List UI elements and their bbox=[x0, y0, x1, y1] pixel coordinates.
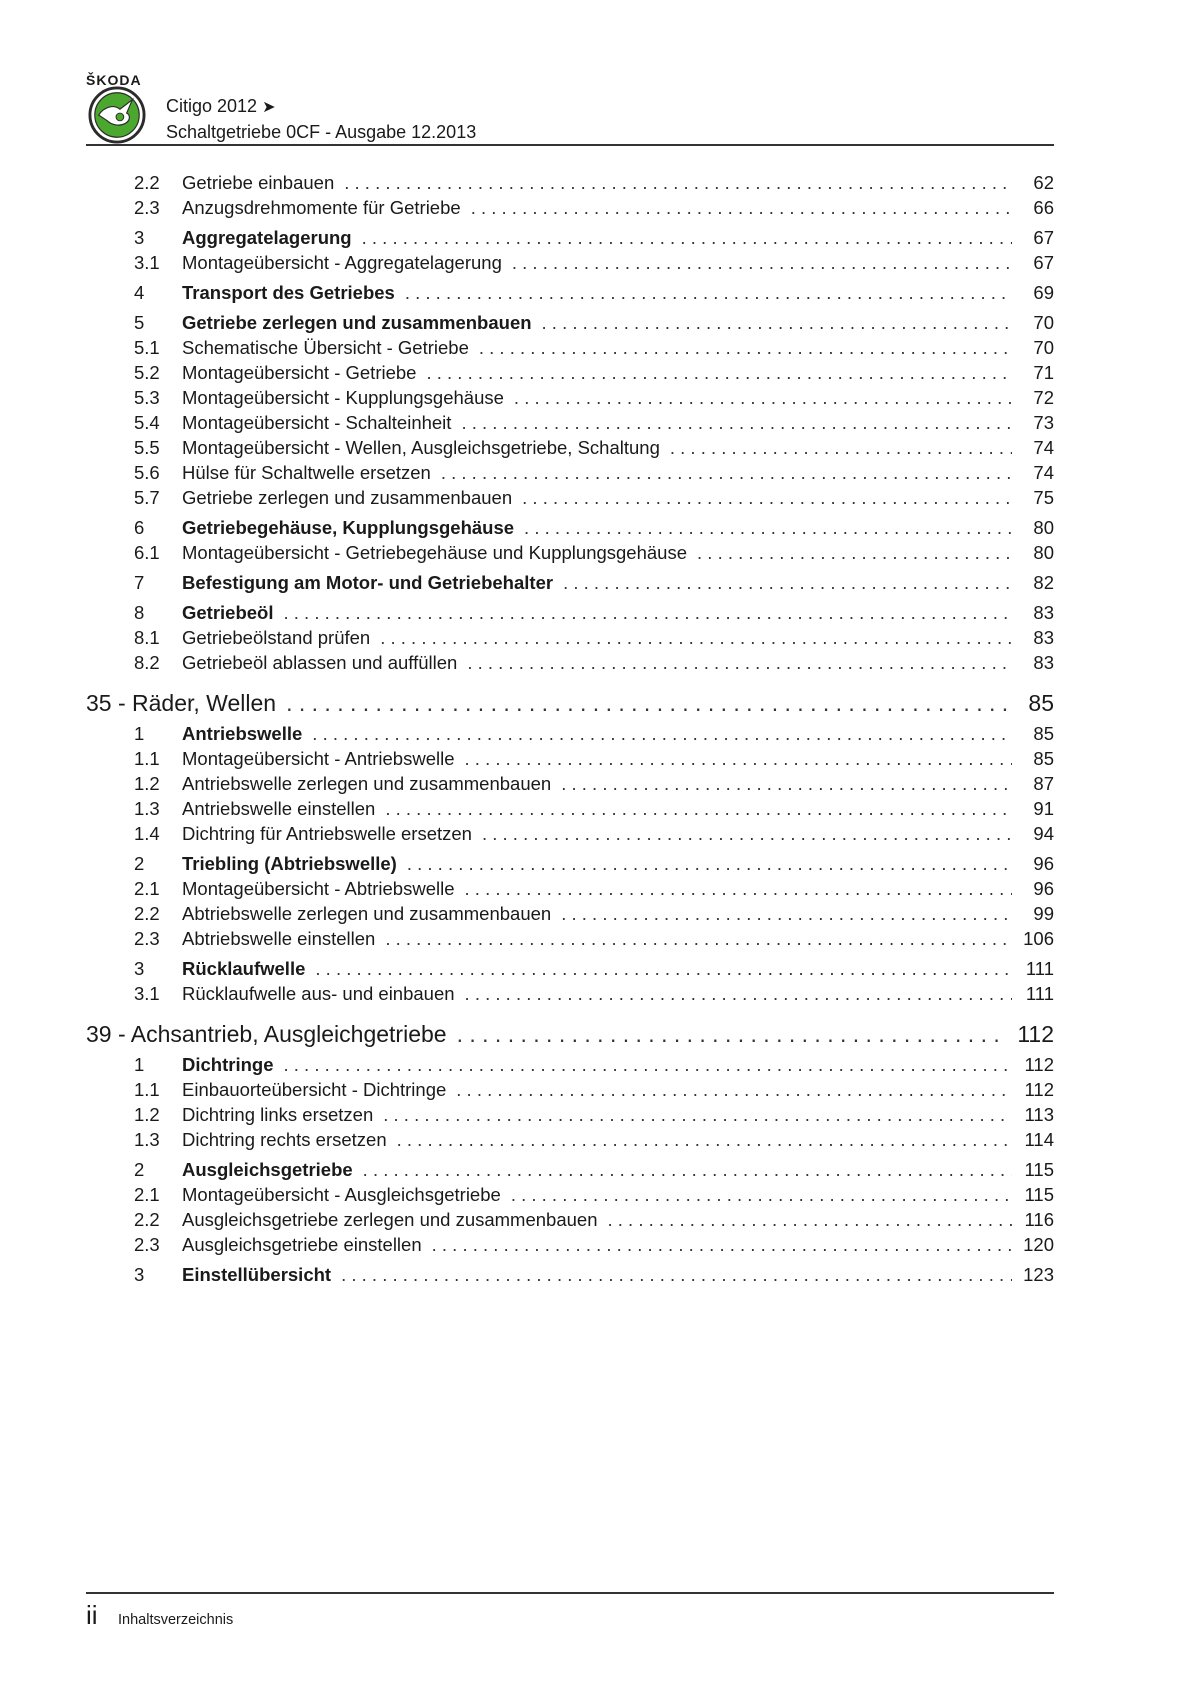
toc-entry-page: 114 bbox=[1024, 1129, 1054, 1150]
toc-entry-page: 96 bbox=[1033, 853, 1054, 874]
model-title bbox=[166, 96, 276, 117]
table-of-contents bbox=[86, 170, 1054, 1287]
toc-entry-page: 85 bbox=[1028, 690, 1054, 716]
toc-entry[interactable] bbox=[86, 625, 1054, 650]
toc-entry-title: Montageübersicht - Wellen, Ausgleichsgetriebe, Schaltung bbox=[182, 437, 660, 458]
toc-dot-leader bbox=[407, 851, 1012, 876]
toc-entry-number: 5.3 bbox=[134, 387, 160, 408]
toc-entry-number: 2 bbox=[134, 853, 145, 874]
toc-dot-leader bbox=[561, 771, 1012, 796]
toc-entry-title: Getriebeöl ablassen und auffüllen bbox=[182, 652, 458, 673]
toc-entry-number: 1 bbox=[134, 723, 145, 744]
toc-entry-page: 94 bbox=[1033, 823, 1054, 844]
toc-entry-number: 2.3 bbox=[134, 197, 160, 218]
toc-entry-title: Schematische Übersicht - Getriebe bbox=[182, 337, 469, 358]
toc-entry-page: 82 bbox=[1033, 572, 1054, 593]
toc-entry-page: 83 bbox=[1033, 652, 1054, 673]
toc-chapter-entry[interactable] bbox=[86, 687, 1054, 719]
toc-entry[interactable] bbox=[86, 570, 1054, 595]
toc-entry-page: 87 bbox=[1033, 773, 1054, 794]
toc-entry-page: 91 bbox=[1033, 798, 1054, 819]
toc-dot-leader bbox=[385, 926, 1012, 951]
toc-dot-leader bbox=[670, 435, 1012, 460]
toc-entry-number: 3 bbox=[134, 958, 145, 979]
toc-dot-leader bbox=[432, 1232, 1012, 1257]
toc-entry[interactable] bbox=[86, 956, 1054, 981]
toc-entry-number: 2.3 bbox=[134, 1234, 160, 1255]
toc-dot-leader bbox=[362, 225, 1012, 250]
toc-entry-title: Ausgleichsgetriebe bbox=[182, 1159, 353, 1180]
toc-entry[interactable] bbox=[86, 796, 1054, 821]
toc-entry-number: 4 bbox=[134, 282, 145, 303]
toc-entry-title: 39 - Achsantrieb, Ausgleichgetriebe bbox=[86, 1021, 447, 1047]
toc-dot-leader bbox=[465, 981, 1012, 1006]
toc-entry-number: 1.2 bbox=[134, 1104, 160, 1125]
toc-dot-leader bbox=[479, 335, 1012, 360]
toc-entry[interactable] bbox=[86, 746, 1054, 771]
toc-entry-title: Montageübersicht - Kupplungsgehäuse bbox=[182, 387, 504, 408]
toc-entry[interactable] bbox=[86, 515, 1054, 540]
toc-entry-page: 70 bbox=[1033, 337, 1054, 358]
toc-dot-leader bbox=[482, 821, 1012, 846]
toc-dot-leader bbox=[461, 410, 1012, 435]
toc-entry-title: Montageübersicht - Abtriebswelle bbox=[182, 878, 455, 899]
toc-entry-number: 3 bbox=[134, 1264, 145, 1285]
toc-dot-leader bbox=[383, 1102, 1012, 1127]
toc-entry[interactable] bbox=[86, 310, 1054, 335]
toc-entry[interactable] bbox=[86, 385, 1054, 410]
toc-entry-title: Einstellübersicht bbox=[182, 1264, 332, 1285]
toc-dot-leader bbox=[385, 796, 1012, 821]
toc-entry-page: 75 bbox=[1033, 487, 1054, 508]
toc-entry-number: 6 bbox=[134, 517, 145, 538]
toc-entry[interactable] bbox=[86, 435, 1054, 460]
toc-dot-leader bbox=[283, 1052, 1012, 1077]
toc-entry-title: Antriebswelle zerlegen und zusammenbauen bbox=[182, 773, 552, 794]
toc-entry-title: 35 - Räder, Wellen bbox=[86, 690, 277, 716]
toc-entry-title: Montageübersicht - Getriebegehäuse und Kupplungsgehäuse bbox=[182, 542, 688, 563]
model-name: Citigo 2012 bbox=[166, 96, 258, 116]
toc-entry-title: Transport des Getriebes bbox=[182, 282, 395, 303]
toc-dot-leader bbox=[512, 250, 1012, 275]
toc-entry-title: Befestigung am Motor- und Getriebehalter bbox=[182, 572, 554, 593]
toc-entry-page: 67 bbox=[1033, 252, 1054, 273]
toc-entry-page: 99 bbox=[1033, 903, 1054, 924]
toc-entry[interactable] bbox=[86, 410, 1054, 435]
toc-dot-leader bbox=[522, 485, 1012, 510]
toc-entry[interactable] bbox=[86, 195, 1054, 220]
toc-entry-page: 71 bbox=[1033, 362, 1054, 383]
toc-entry[interactable] bbox=[86, 280, 1054, 305]
skoda-logo-icon bbox=[88, 86, 146, 144]
toc-entry-page: 111 bbox=[1025, 983, 1054, 1004]
toc-entry[interactable] bbox=[86, 335, 1054, 360]
toc-entry-title: Montageübersicht - Ausgleichsgetriebe bbox=[182, 1184, 501, 1205]
toc-entry-page: 69 bbox=[1033, 282, 1054, 303]
toc-dot-leader bbox=[441, 460, 1012, 485]
toc-entry-page: 85 bbox=[1033, 723, 1054, 744]
toc-entry-title: Montageübersicht - Antriebswelle bbox=[182, 748, 455, 769]
toc-entry-number: 7 bbox=[134, 572, 145, 593]
toc-entry-number: 1.3 bbox=[134, 1129, 160, 1150]
toc-entry-page: 74 bbox=[1033, 462, 1054, 483]
toc-entry-page: 112 bbox=[1017, 1021, 1054, 1047]
toc-entry-page: 80 bbox=[1033, 542, 1054, 563]
toc-entry-number: 2.2 bbox=[134, 172, 160, 193]
toc-entry-title: Dichtring für Antriebswelle ersetzen bbox=[182, 823, 472, 844]
toc-dot-leader bbox=[471, 195, 1012, 220]
toc-dot-leader bbox=[315, 956, 1012, 981]
footer-label: Inhaltsverzeichnis bbox=[118, 1612, 234, 1628]
toc-entry-page: 123 bbox=[1023, 1264, 1054, 1285]
toc-entry-title: Dichtring links ersetzen bbox=[182, 1104, 374, 1125]
toc-entry[interactable] bbox=[86, 821, 1054, 846]
toc-entry-title: Montageübersicht - Getriebe bbox=[182, 362, 417, 383]
toc-entry[interactable] bbox=[86, 771, 1054, 796]
toc-entry-title: Abtriebswelle zerlegen und zusammenbauen bbox=[182, 903, 552, 924]
toc-entry-number: 2 bbox=[134, 1159, 145, 1180]
toc-entry-number: 1.2 bbox=[134, 773, 160, 794]
toc-entry-title: Getriebe zerlegen und zusammenbauen bbox=[182, 487, 513, 508]
toc-entry[interactable] bbox=[86, 981, 1054, 1006]
toc-dot-leader bbox=[563, 570, 1012, 595]
toc-entry-title: Getriebe einbauen bbox=[182, 172, 335, 193]
toc-entry-title: Antriebswelle bbox=[182, 723, 303, 744]
toc-entry-number: 6.1 bbox=[134, 542, 160, 563]
toc-entry[interactable] bbox=[86, 1077, 1054, 1102]
toc-entry-number: 5.7 bbox=[134, 487, 160, 508]
toc-entry[interactable] bbox=[86, 460, 1054, 485]
toc-entry[interactable] bbox=[86, 1127, 1054, 1152]
toc-entry[interactable] bbox=[86, 650, 1054, 675]
model-arrow-icon: ➤ bbox=[262, 99, 276, 116]
toc-entry-number: 1.1 bbox=[134, 1079, 160, 1100]
toc-entry[interactable] bbox=[86, 1157, 1054, 1182]
toc-dot-leader bbox=[542, 310, 1012, 335]
toc-entry-title: Getriebeöl bbox=[182, 602, 274, 623]
toc-entry[interactable] bbox=[86, 1232, 1054, 1257]
toc-dot-leader bbox=[608, 1207, 1013, 1232]
toc-entry-number: 2.3 bbox=[134, 928, 160, 949]
toc-entry-title: Dichtringe bbox=[182, 1054, 274, 1075]
toc-entry[interactable] bbox=[86, 250, 1054, 275]
toc-entry-number: 3.1 bbox=[134, 983, 160, 1004]
toc-dot-leader bbox=[697, 540, 1012, 565]
toc-entry[interactable] bbox=[86, 1207, 1054, 1232]
toc-entry-number: 2.1 bbox=[134, 878, 160, 899]
toc-dot-leader bbox=[284, 600, 1013, 625]
toc-dot-leader bbox=[465, 746, 1012, 771]
toc-entry-number: 2.1 bbox=[134, 1184, 160, 1205]
toc-entry-number: 5.4 bbox=[134, 412, 160, 433]
toc-entry-number: 5.2 bbox=[134, 362, 160, 383]
toc-entry-number: 1 bbox=[134, 1054, 145, 1075]
toc-entry-title: Getriebe zerlegen und zusammenbauen bbox=[182, 312, 532, 333]
toc-dot-leader bbox=[457, 1018, 1008, 1050]
toc-dot-leader bbox=[341, 1262, 1012, 1287]
toc-entry-page: 80 bbox=[1033, 517, 1054, 538]
toc-entry-number: 8.2 bbox=[134, 652, 160, 673]
toc-entry-title: Getriebegehäuse, Kupplungsgehäuse bbox=[182, 517, 515, 538]
toc-entry-title: Ausgleichsgetriebe zerlegen und zusammenbauen bbox=[182, 1209, 598, 1230]
toc-entry-title: Getriebeölstand prüfen bbox=[182, 627, 371, 648]
toc-entry-page: 113 bbox=[1024, 1104, 1054, 1125]
toc-entry-page: 70 bbox=[1033, 312, 1054, 333]
toc-dot-leader bbox=[363, 1157, 1012, 1182]
toc-dot-leader bbox=[467, 650, 1012, 675]
toc-entry-number: 2.2 bbox=[134, 1209, 160, 1230]
toc-entry-page: 66 bbox=[1033, 197, 1054, 218]
toc-entry-title: Montageübersicht - Aggregatelagerung bbox=[182, 252, 502, 273]
toc-entry-number: 5.5 bbox=[134, 437, 160, 458]
toc-dot-leader bbox=[511, 1182, 1012, 1207]
toc-dot-leader bbox=[344, 170, 1012, 195]
toc-entry-title: Einbauorteübersicht - Dichtringe bbox=[182, 1079, 447, 1100]
toc-dot-leader bbox=[312, 721, 1012, 746]
edition-title: Schaltgetriebe 0CF - Ausgabe 12.2013 bbox=[166, 122, 477, 142]
toc-entry-number: 8.1 bbox=[134, 627, 160, 648]
toc-entry-number: 5.1 bbox=[134, 337, 160, 358]
toc-entry[interactable] bbox=[86, 225, 1054, 250]
toc-dot-leader bbox=[524, 515, 1012, 540]
toc-entry-number: 1.4 bbox=[134, 823, 160, 844]
toc-entry-page: 115 bbox=[1024, 1159, 1054, 1180]
toc-dot-leader bbox=[514, 385, 1012, 410]
toc-entry-title: Triebling (Abtriebswelle) bbox=[182, 853, 397, 874]
toc-entry-title: Hülse für Schaltwelle ersetzen bbox=[182, 462, 431, 483]
toc-entry-page: 72 bbox=[1033, 387, 1054, 408]
footer-divider bbox=[86, 1592, 1054, 1594]
toc-entry-title: Antriebswelle einstellen bbox=[182, 798, 376, 819]
toc-entry-title: Dichtring rechts ersetzen bbox=[182, 1129, 387, 1150]
toc-entry[interactable] bbox=[86, 540, 1054, 565]
toc-entry[interactable] bbox=[86, 170, 1054, 195]
toc-entry[interactable] bbox=[86, 901, 1054, 926]
toc-entry-number: 8 bbox=[134, 602, 145, 623]
toc-entry-number: 5.6 bbox=[134, 462, 160, 483]
toc-entry[interactable] bbox=[86, 721, 1054, 746]
toc-entry-title: Aggregatelagerung bbox=[182, 227, 352, 248]
toc-entry[interactable] bbox=[86, 600, 1054, 625]
toc-dot-leader bbox=[397, 1127, 1012, 1152]
toc-entry[interactable] bbox=[86, 485, 1054, 510]
toc-entry-page: 74 bbox=[1033, 437, 1054, 458]
toc-entry[interactable] bbox=[86, 360, 1054, 385]
toc-entry[interactable] bbox=[86, 876, 1054, 901]
toc-entry-page: 62 bbox=[1033, 172, 1054, 193]
toc-entry-page: 83 bbox=[1033, 627, 1054, 648]
toc-entry-page: 112 bbox=[1024, 1079, 1054, 1100]
toc-entry[interactable] bbox=[86, 1262, 1054, 1287]
toc-entry[interactable] bbox=[86, 926, 1054, 951]
toc-entry-page: 112 bbox=[1024, 1054, 1054, 1075]
toc-dot-leader bbox=[426, 360, 1012, 385]
toc-dot-leader bbox=[561, 901, 1012, 926]
toc-entry-title: Anzugsdrehmomente für Getriebe bbox=[182, 197, 461, 218]
toc-dot-leader bbox=[380, 625, 1012, 650]
toc-entry-page: 116 bbox=[1024, 1209, 1054, 1230]
toc-entry-page: 115 bbox=[1024, 1184, 1054, 1205]
toc-entry-title: Rücklaufwelle aus- und einbauen bbox=[182, 983, 455, 1004]
toc-entry-number: 1.1 bbox=[134, 748, 160, 769]
toc-entry-page: 120 bbox=[1023, 1234, 1054, 1255]
toc-entry-number: 3.1 bbox=[134, 252, 160, 273]
toc-dot-leader bbox=[405, 280, 1012, 305]
toc-entry[interactable] bbox=[86, 851, 1054, 876]
toc-entry[interactable] bbox=[86, 1102, 1054, 1127]
toc-entry-page: 96 bbox=[1033, 878, 1054, 899]
toc-entry-number: 5 bbox=[134, 312, 145, 333]
toc-entry-number: 3 bbox=[134, 227, 145, 248]
toc-entry[interactable] bbox=[86, 1182, 1054, 1207]
toc-entry-page: 67 bbox=[1033, 227, 1054, 248]
toc-entry-page: 106 bbox=[1023, 928, 1054, 949]
toc-chapter-entry[interactable] bbox=[86, 1018, 1054, 1050]
toc-dot-leader bbox=[286, 687, 1008, 719]
toc-entry-page: 111 bbox=[1025, 958, 1054, 979]
brand-wordmark: ŠKODA bbox=[86, 72, 142, 88]
toc-entry-title: Abtriebswelle einstellen bbox=[182, 928, 376, 949]
toc-entry-page: 73 bbox=[1033, 412, 1054, 433]
footer-page-number: ii bbox=[86, 1600, 98, 1630]
toc-entry[interactable] bbox=[86, 1052, 1054, 1077]
toc-entry-page: 85 bbox=[1033, 748, 1054, 769]
toc-entry-title: Rücklaufwelle bbox=[182, 958, 306, 979]
toc-entry-number: 1.3 bbox=[134, 798, 160, 819]
toc-dot-leader bbox=[465, 876, 1012, 901]
toc-entry-title: Montageübersicht - Schalteinheit bbox=[182, 412, 452, 433]
toc-entry-page: 83 bbox=[1033, 602, 1054, 623]
header-divider bbox=[86, 144, 1054, 146]
toc-entry-number: 2.2 bbox=[134, 903, 160, 924]
toc-entry-title: Ausgleichsgetriebe einstellen bbox=[182, 1234, 422, 1255]
toc-dot-leader bbox=[456, 1077, 1012, 1102]
